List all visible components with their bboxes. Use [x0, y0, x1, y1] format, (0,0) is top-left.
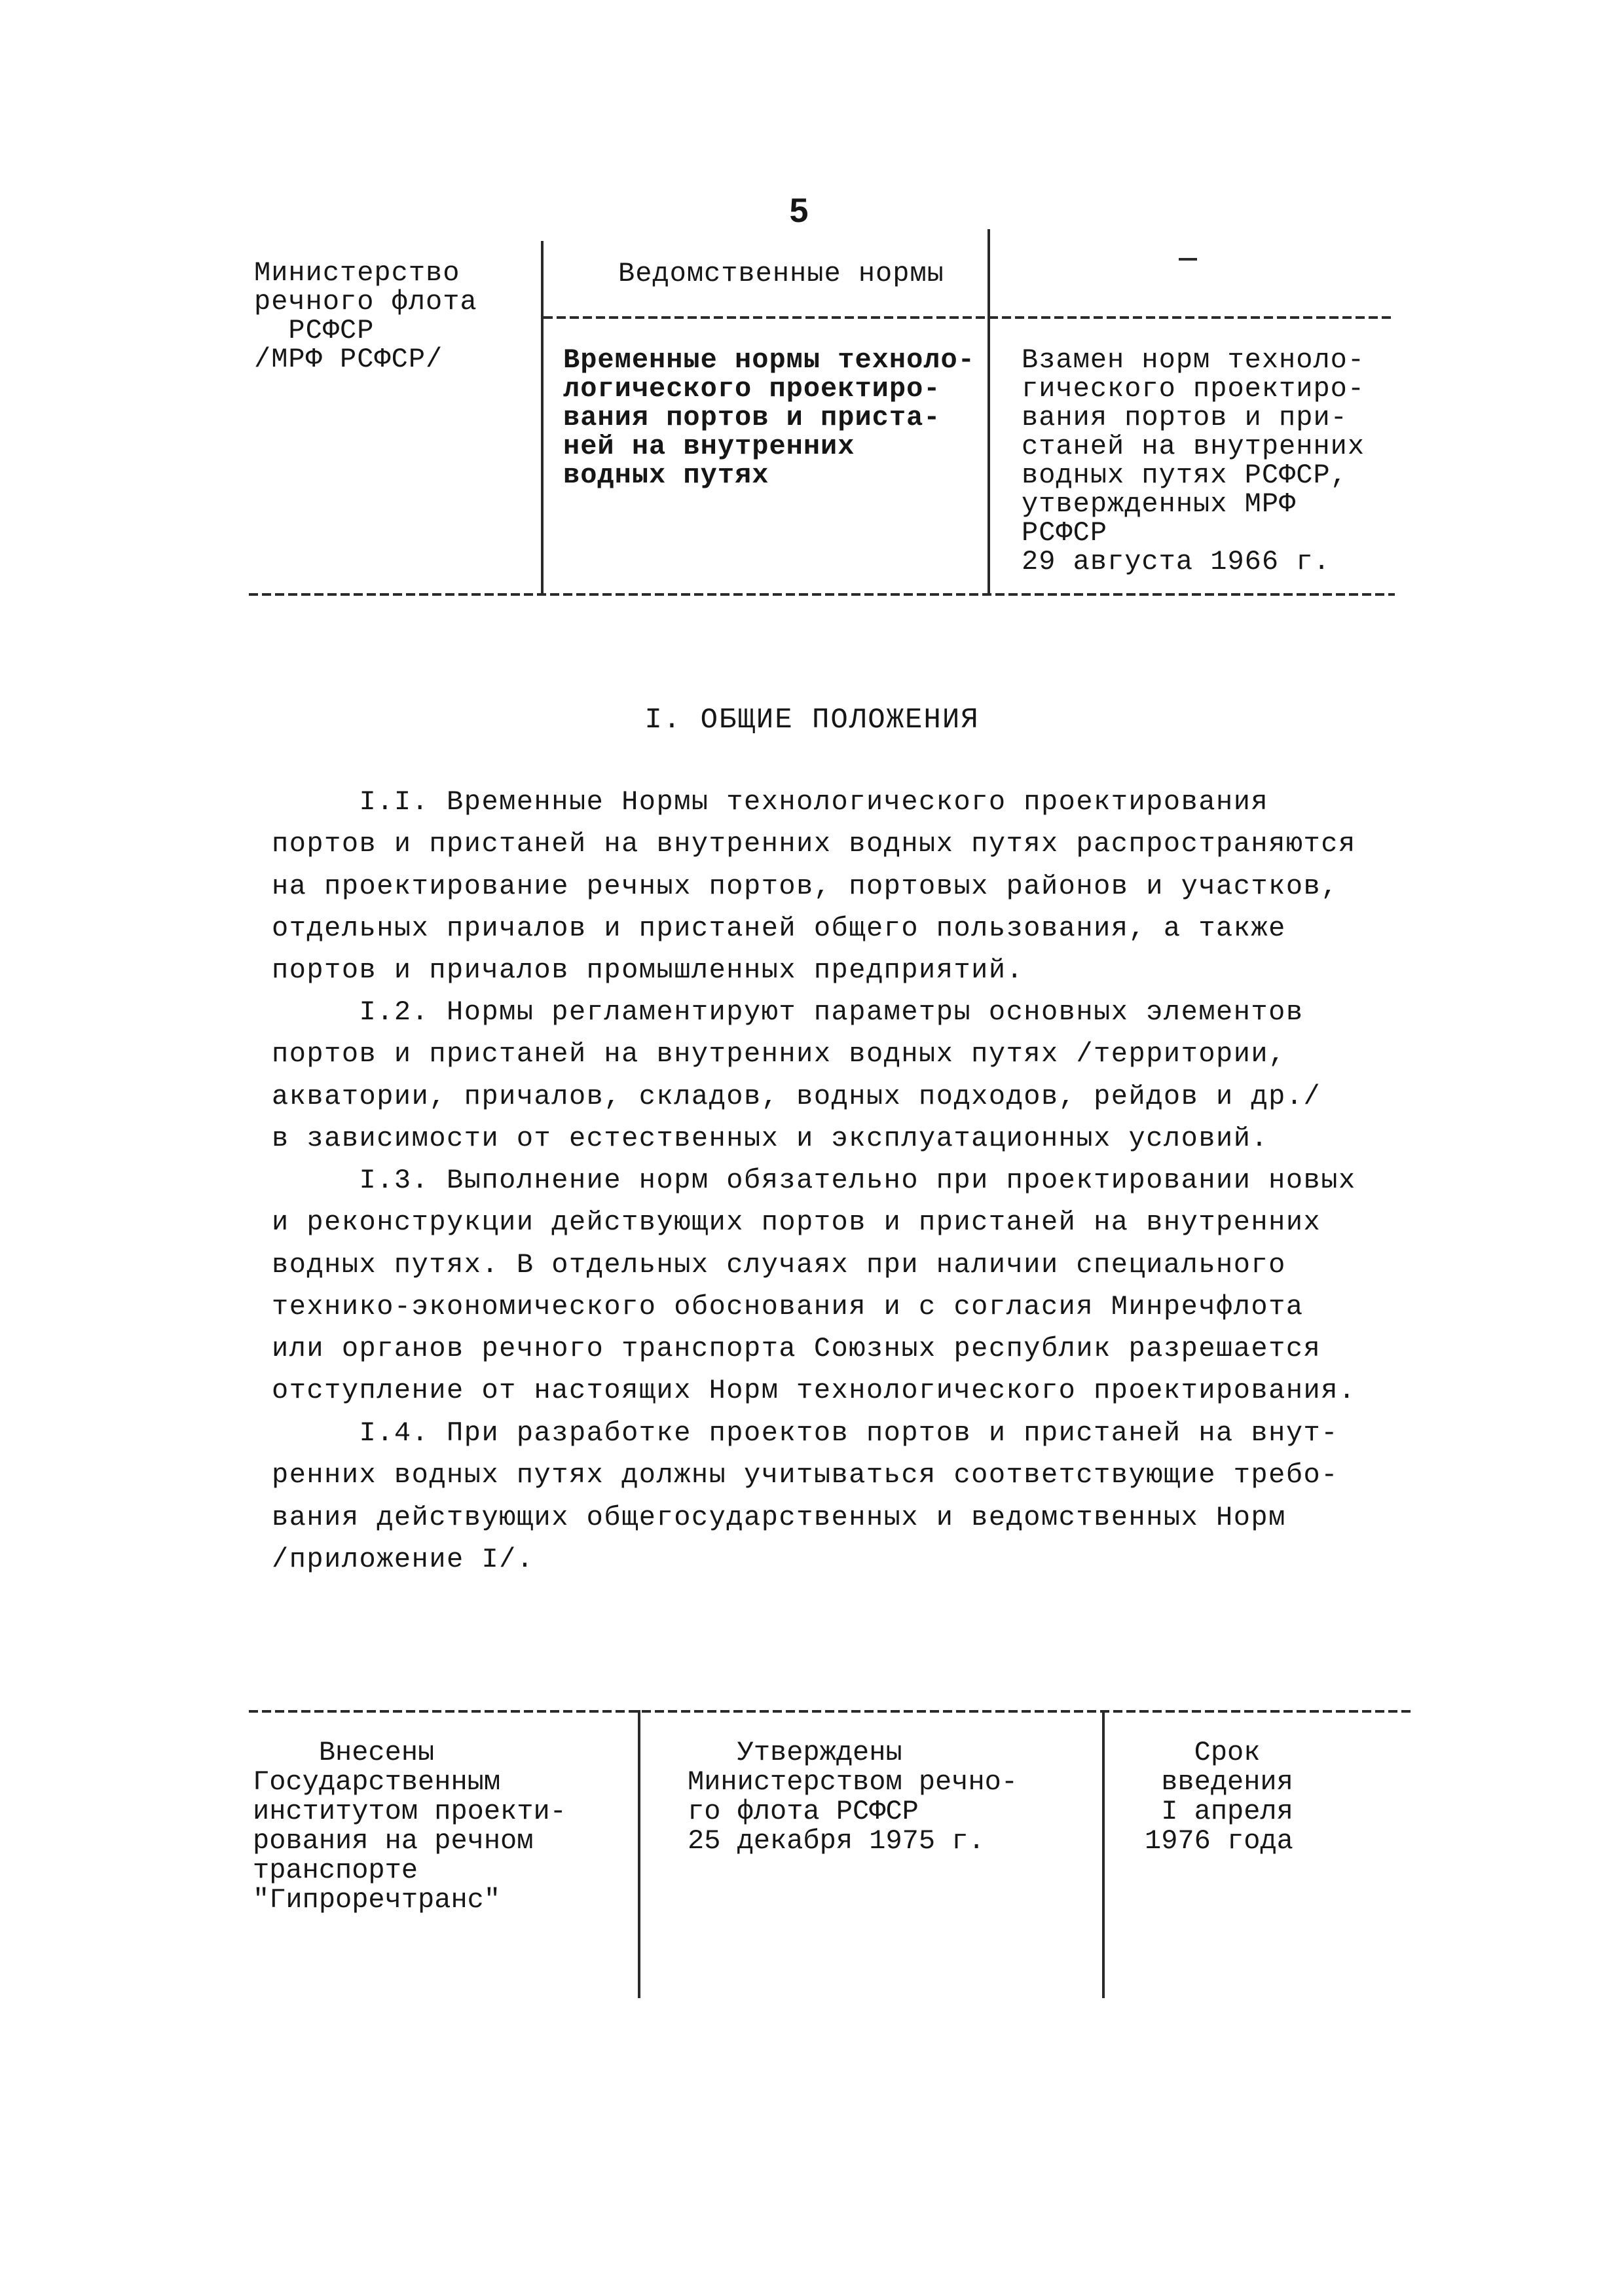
header-row-divider	[544, 316, 1395, 319]
paragraph-1-1: I.I. Временные Нормы технологического проектирования портов и пристаней на внутренних водных путях распространяются на проектирование речных портов, портовых районов и участков, отдельных причалов и пристаней общего пользования, а также портов и причалов промышленных предприятий.	[272, 786, 1356, 987]
header-divider-right	[987, 229, 990, 593]
ministry-label: Министерство речного флота РСФСР /МРФ РСФСР/	[254, 257, 477, 375]
paragraph-1-3: I.3. Выполнение норм обязательно при проектировании новых и реконструкции действующих портов и пристаней на внутренних водных путях. В отдельных случаях при наличии специального технико-экономического обоснования и с согласия Минречфлота или органов речного транспорта Союзных республик разрешается отступление от настоящих Норм технологического проектирования.	[272, 1165, 1356, 1407]
footer-divider-right	[1102, 1710, 1105, 1998]
right-top-mark	[1179, 258, 1197, 261]
page-number: 5	[789, 192, 809, 230]
approved-by: Утверждены Министерством речно- го флота РСФСР 25 декабря 1975 г.	[688, 1737, 1018, 1857]
submitted-by: Внесены Государственным институтом проекти- рования на речном транспорте "Гипроречтранс"	[253, 1737, 566, 1916]
document-title: Временные нормы техноло- логического проектиро- вания портов и приста- ней на внутренних водных путях	[563, 344, 975, 491]
section-heading: I. ОБЩИЕ ПОЛОЖЕНИЯ	[644, 704, 980, 737]
footer-top-rule	[249, 1710, 1414, 1713]
paragraph-1-2: I.2. Нормы регламентируют параметры основных элементов портов и пристаней на внутренних водных путях /территории, акватории, причалов, складов, водных подходов, рейдов и др./ в зависимости от естественных и эксплуатационных условий.	[272, 996, 1321, 1154]
footer-divider-left	[638, 1710, 640, 1998]
replaces-note: Взамен норм техноло- гического проектиро- вания портов и при- станей на внутренних водных путях РСФСР, утвержденных МРФ РСФСР 29 августа 1966 г.	[1022, 344, 1365, 577]
paragraph-1-4: I.4. При разработке проектов портов и пристаней на внут- ренних водных путях должны учитываться соответствующие требо- вания действующих общегосударственных и ведомственных Норм /приложение I/.	[272, 1417, 1338, 1575]
effective-date: Срок введения I апреля 1976 года	[1145, 1737, 1293, 1857]
header-bottom-rule	[249, 593, 1395, 596]
header-divider-left	[541, 241, 544, 593]
norms-type-label: Ведомственные нормы	[618, 258, 944, 289]
